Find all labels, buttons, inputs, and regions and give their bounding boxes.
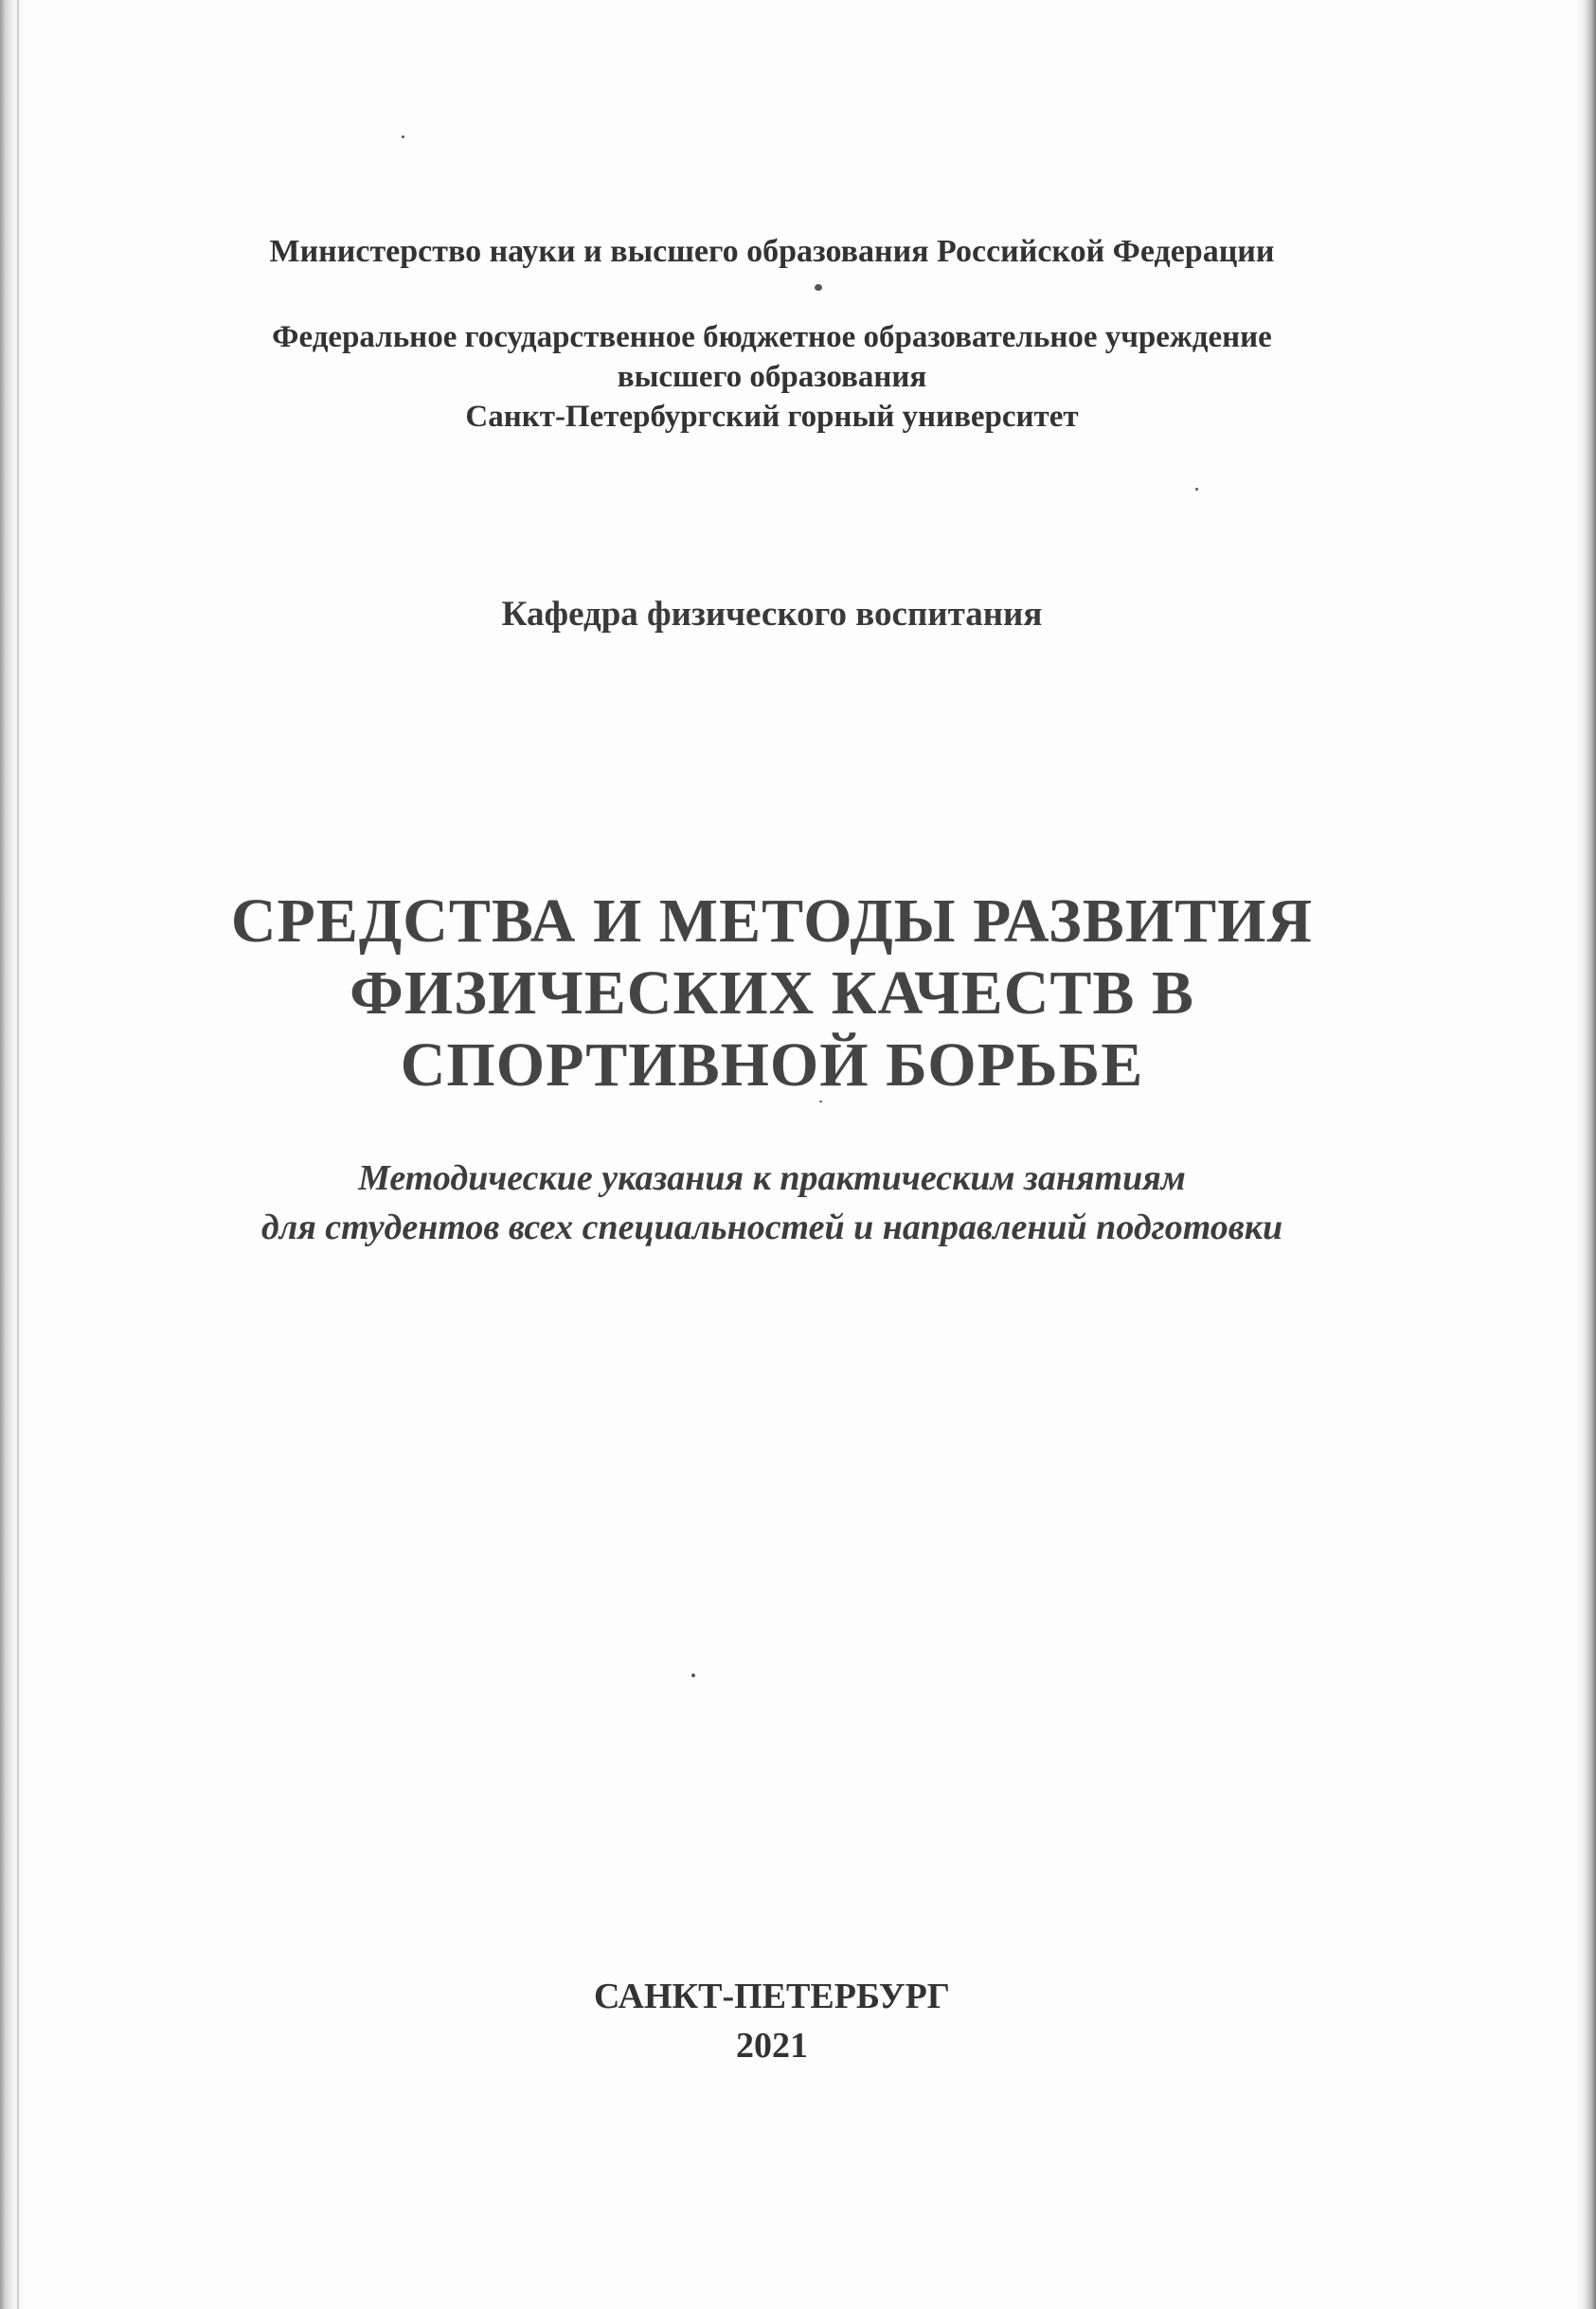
scan-speck [819,1101,822,1102]
institution-heading [0,317,1544,437]
department-name: Кафедра физического воспитания [501,595,1043,634]
scan-speck [691,1674,695,1677]
institution-line: Санкт-Петербургский горный университет [465,400,1079,434]
subtitle-line: для студентов всех специальностей и направлений подготовки [260,1208,1283,1247]
scan-speck [402,135,404,138]
ministry-heading: Министерство науки и высшего образования Российской Федерации [269,234,1275,269]
scan-edge-right [1575,0,1596,2309]
document-title [0,886,1544,1101]
imprint [0,1972,1544,2070]
subtitle-line: Методические указания к практическим занятиям [358,1158,1186,1198]
title-line: ФИЗИЧЕСКИХ КАЧЕСТВ В [350,958,1194,1028]
title-line: СПОРТИВНОЙ БОРЬБЕ [400,1030,1144,1100]
institution-line: высшего образования [617,360,927,394]
document-subtitle [0,1154,1544,1252]
institution-line: Федеральное государственное бюджетное образовательное учреждение [272,320,1272,354]
scan-speck [1195,488,1198,491]
imprint-year: 2021 [736,2026,808,2066]
imprint-city: САНКТ-ПЕТЕРБУРГ [594,1977,950,2016]
title-line: СРЕДСТВА И МЕТОДЫ РАЗВИТИЯ [230,886,1314,956]
scan-speck [815,284,822,291]
